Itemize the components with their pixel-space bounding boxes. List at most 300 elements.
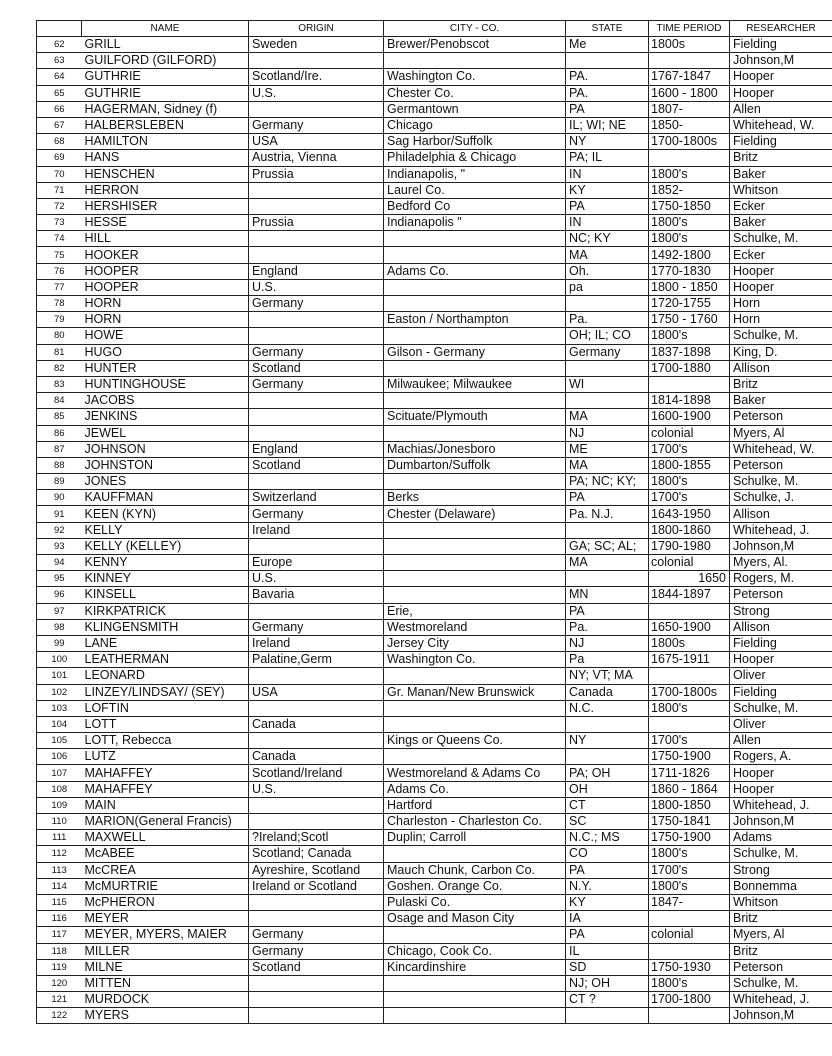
- surname-cell: KINNEY: [82, 571, 249, 587]
- time-period-cell: [649, 603, 730, 619]
- time-period-cell: 1492-1800: [649, 247, 730, 263]
- surname-cell: McABEE: [82, 846, 249, 862]
- row-number-cell: 122: [37, 1008, 82, 1024]
- row-number-cell: 115: [37, 894, 82, 910]
- city-county-cell: Philadelphia & Chicago: [384, 150, 566, 166]
- researcher-cell: Hooper: [730, 781, 832, 797]
- time-period-cell: [649, 911, 730, 927]
- table-row: [37, 360, 832, 376]
- table-row: [37, 830, 832, 846]
- origin-cell: Ireland: [249, 635, 384, 651]
- city-county-cell: [384, 555, 566, 571]
- city-county-cell: Sag Harbor/Suffolk: [384, 134, 566, 150]
- researcher-cell: Fielding: [730, 635, 832, 651]
- table-row: [37, 150, 832, 166]
- state-cell: NY: [566, 733, 649, 749]
- time-period-cell: 1643-1950: [649, 506, 730, 522]
- state-cell: PA: [566, 198, 649, 214]
- researcher-cell: Baker: [730, 393, 832, 409]
- state-cell: PA: [566, 490, 649, 506]
- row-number-cell: 112: [37, 846, 82, 862]
- origin-cell: [249, 733, 384, 749]
- row-number-cell: 90: [37, 490, 82, 506]
- time-period-cell: [649, 53, 730, 69]
- row-number-cell: 93: [37, 538, 82, 554]
- state-cell: NC; KY: [566, 231, 649, 247]
- table-row: [37, 134, 832, 150]
- row-number-cell: 108: [37, 781, 82, 797]
- researcher-cell: Bonnemma: [730, 878, 832, 894]
- row-number-cell: 111: [37, 830, 82, 846]
- researcher-cell: Allison: [730, 360, 832, 376]
- row-number-cell: 72: [37, 198, 82, 214]
- researcher-cell: Ecker: [730, 247, 832, 263]
- time-period-cell: 1750-1841: [649, 814, 730, 830]
- state-cell: PA.: [566, 85, 649, 101]
- time-period-cell: colonial: [649, 425, 730, 441]
- researcher-cell: Johnson,M: [730, 814, 832, 830]
- surname-cell: JEWEL: [82, 425, 249, 441]
- origin-cell: Germany: [249, 619, 384, 635]
- origin-cell: Germany: [249, 296, 384, 312]
- origin-cell: Ayreshire, Scotland: [249, 862, 384, 878]
- row-number-cell: 87: [37, 441, 82, 457]
- origin-cell: Scotland: [249, 959, 384, 975]
- table-row: [37, 959, 832, 975]
- city-county-cell: Charleston - Charleston Co.: [384, 814, 566, 830]
- time-period-cell: 1800's: [649, 166, 730, 182]
- city-county-cell: [384, 393, 566, 409]
- table-row: [37, 182, 832, 198]
- row-number-cell: 97: [37, 603, 82, 619]
- surname-cell: McPHERON: [82, 894, 249, 910]
- time-period-cell: 1790-1980: [649, 538, 730, 554]
- origin-cell: Scotland: [249, 457, 384, 473]
- origin-cell: U.S.: [249, 571, 384, 587]
- origin-cell: [249, 975, 384, 991]
- surname-cell: KLINGENSMITH: [82, 619, 249, 635]
- time-period-cell: 1700-1800s: [649, 134, 730, 150]
- researcher-cell: Allison: [730, 506, 832, 522]
- researcher-cell: Adams: [730, 830, 832, 846]
- time-period-cell: 1700-1880: [649, 360, 730, 376]
- origin-cell: [249, 894, 384, 910]
- city-county-cell: [384, 474, 566, 490]
- surname-cell: HOOKER: [82, 247, 249, 263]
- origin-cell: [249, 53, 384, 69]
- city-county-cell: Indianapolis ": [384, 215, 566, 231]
- state-cell: Me: [566, 37, 649, 53]
- city-county-cell: Mauch Chunk, Carbon Co.: [384, 862, 566, 878]
- row-number-cell: 98: [37, 619, 82, 635]
- researcher-cell: Oliver: [730, 668, 832, 684]
- origin-cell: Canada: [249, 749, 384, 765]
- surname-cell: GUILFORD (GILFORD): [82, 53, 249, 69]
- surname-cell: GUTHRIE: [82, 85, 249, 101]
- time-period-cell: 1750-1900: [649, 830, 730, 846]
- state-cell: IA: [566, 911, 649, 927]
- surname-cell: MURDOCK: [82, 992, 249, 1008]
- origin-cell: [249, 992, 384, 1008]
- researcher-cell: Horn: [730, 312, 832, 328]
- surname-cell: MAXWELL: [82, 830, 249, 846]
- researcher-cell: Strong: [730, 862, 832, 878]
- state-cell: N.C.: [566, 700, 649, 716]
- table-row: [37, 37, 832, 53]
- researcher-cell: Johnson,M: [730, 53, 832, 69]
- researcher-cell: Myers, Al.: [730, 555, 832, 571]
- time-period-cell: 1700-1800s: [649, 684, 730, 700]
- table-row: [37, 198, 832, 214]
- researcher-cell: Whitehead, J.: [730, 992, 832, 1008]
- surname-cell: GUTHRIE: [82, 69, 249, 85]
- origin-cell: [249, 425, 384, 441]
- surname-cell: LANE: [82, 635, 249, 651]
- table-row: [37, 1008, 832, 1024]
- surname-cell: HUNTINGHOUSE: [82, 376, 249, 392]
- origin-cell: Ireland: [249, 522, 384, 538]
- state-cell: Germany: [566, 344, 649, 360]
- state-cell: PA: [566, 101, 649, 117]
- row-number-cell: 76: [37, 263, 82, 279]
- table-row: [37, 814, 832, 830]
- time-period-cell: 1600 - 1800: [649, 85, 730, 101]
- city-county-cell: Gr. Manan/New Brunswick: [384, 684, 566, 700]
- city-county-cell: Chicago: [384, 117, 566, 133]
- city-county-cell: Dumbarton/Suffolk: [384, 457, 566, 473]
- surname-cell: HESSE: [82, 215, 249, 231]
- researcher-cell: Horn: [730, 296, 832, 312]
- origin-cell: Scotland; Canada: [249, 846, 384, 862]
- table-row: [37, 846, 832, 862]
- state-cell: SC: [566, 814, 649, 830]
- table-row: [37, 587, 832, 603]
- surname-cell: LEATHERMAN: [82, 652, 249, 668]
- origin-cell: [249, 814, 384, 830]
- row-number-cell: 110: [37, 814, 82, 830]
- table-row: [37, 166, 832, 182]
- city-county-cell: Erie,: [384, 603, 566, 619]
- researcher-cell: Johnson,M: [730, 538, 832, 554]
- origin-cell: [249, 797, 384, 813]
- state-cell: [566, 296, 649, 312]
- city-county-cell: [384, 296, 566, 312]
- time-period-cell: 1800's: [649, 700, 730, 716]
- surname-cell: MAHAFFEY: [82, 781, 249, 797]
- time-period-cell: 1800-1855: [649, 457, 730, 473]
- time-period-cell: 1814-1898: [649, 393, 730, 409]
- origin-cell: Prussia: [249, 215, 384, 231]
- surname-cell: MAHAFFEY: [82, 765, 249, 781]
- row-number-cell: 73: [37, 215, 82, 231]
- row-number-cell: 107: [37, 765, 82, 781]
- state-cell: NJ: [566, 635, 649, 651]
- city-county-cell: [384, 360, 566, 376]
- table-row: [37, 878, 832, 894]
- state-cell: GA; SC; AL;: [566, 538, 649, 554]
- origin-cell: [249, 1008, 384, 1024]
- city-county-cell: Hartford: [384, 797, 566, 813]
- row-number-cell: 102: [37, 684, 82, 700]
- table-row: [37, 943, 832, 959]
- row-number-cell: 94: [37, 555, 82, 571]
- surname-cell: MITTEN: [82, 975, 249, 991]
- origin-cell: USA: [249, 684, 384, 700]
- header-state: STATE: [566, 21, 649, 37]
- researcher-cell: Allison: [730, 619, 832, 635]
- row-number-cell: 109: [37, 797, 82, 813]
- table-row: [37, 85, 832, 101]
- researcher-cell: Schulke, M.: [730, 328, 832, 344]
- city-county-cell: [384, 1008, 566, 1024]
- origin-cell: Scotland/Ire.: [249, 69, 384, 85]
- origin-cell: Germany: [249, 506, 384, 522]
- origin-cell: England: [249, 441, 384, 457]
- origin-cell: Prussia: [249, 166, 384, 182]
- surname-cell: LOTT: [82, 716, 249, 732]
- city-county-cell: Indianapolis, ": [384, 166, 566, 182]
- table-row: [37, 652, 832, 668]
- state-cell: [566, 393, 649, 409]
- table-row: [37, 571, 832, 587]
- row-number-cell: 70: [37, 166, 82, 182]
- city-county-cell: Bedford Co: [384, 198, 566, 214]
- time-period-cell: 1720-1755: [649, 296, 730, 312]
- table-row: [37, 635, 832, 651]
- origin-cell: [249, 409, 384, 425]
- city-county-cell: [384, 538, 566, 554]
- researcher-cell: Baker: [730, 215, 832, 231]
- origin-cell: U.S.: [249, 279, 384, 295]
- row-number-cell: 100: [37, 652, 82, 668]
- time-period-cell: 1650-1900: [649, 619, 730, 635]
- origin-cell: U.S.: [249, 781, 384, 797]
- origin-cell: [249, 538, 384, 554]
- row-number-cell: 91: [37, 506, 82, 522]
- state-cell: [566, 360, 649, 376]
- table-row: [37, 668, 832, 684]
- state-cell: OH: [566, 781, 649, 797]
- researcher-cell: Britz: [730, 911, 832, 927]
- table-row: [37, 101, 832, 117]
- surname-cell: KINSELL: [82, 587, 249, 603]
- row-number-cell: 101: [37, 668, 82, 684]
- origin-cell: Scotland/Ireland: [249, 765, 384, 781]
- city-county-cell: Scituate/Plymouth: [384, 409, 566, 425]
- state-cell: CT: [566, 797, 649, 813]
- time-period-cell: 1800's: [649, 215, 730, 231]
- time-period-cell: 1847-: [649, 894, 730, 910]
- row-number-cell: 117: [37, 927, 82, 943]
- origin-cell: [249, 328, 384, 344]
- table-row: [37, 506, 832, 522]
- time-period-cell: 1800s: [649, 37, 730, 53]
- row-number-cell: 99: [37, 635, 82, 651]
- table-row: [37, 684, 832, 700]
- state-cell: IN: [566, 166, 649, 182]
- row-number-cell: 66: [37, 101, 82, 117]
- researcher-cell: Schulke, M.: [730, 474, 832, 490]
- surname-cell: JENKINS: [82, 409, 249, 425]
- table-row: [37, 927, 832, 943]
- city-county-cell: [384, 668, 566, 684]
- surname-cell: HOOPER: [82, 263, 249, 279]
- table-row: [37, 69, 832, 85]
- row-number-cell: 80: [37, 328, 82, 344]
- header-name: NAME: [82, 21, 249, 37]
- row-number-cell: 116: [37, 911, 82, 927]
- time-period-cell: 1800's: [649, 878, 730, 894]
- city-county-cell: Westmoreland: [384, 619, 566, 635]
- researcher-cell: Fielding: [730, 684, 832, 700]
- time-period-cell: 1700's: [649, 490, 730, 506]
- table-row: [37, 441, 832, 457]
- time-period-cell: [649, 943, 730, 959]
- table-row: [37, 231, 832, 247]
- row-number-cell: 121: [37, 992, 82, 1008]
- table-row: [37, 344, 832, 360]
- table-row: [37, 279, 832, 295]
- surname-cell: LINZEY/LINDSAY/ (SEY): [82, 684, 249, 700]
- surname-cell: HORN: [82, 296, 249, 312]
- state-cell: PA: [566, 862, 649, 878]
- row-number-cell: 88: [37, 457, 82, 473]
- time-period-cell: 1800-1850: [649, 797, 730, 813]
- researcher-cell: Whitehead, W.: [730, 441, 832, 457]
- surname-cell: JOHNSTON: [82, 457, 249, 473]
- researcher-cell: Fielding: [730, 134, 832, 150]
- table-row: [37, 603, 832, 619]
- researcher-cell: Rogers, M.: [730, 571, 832, 587]
- state-cell: IL; WI; NE: [566, 117, 649, 133]
- time-period-cell: colonial: [649, 555, 730, 571]
- surname-cell: KAUFFMAN: [82, 490, 249, 506]
- origin-cell: [249, 393, 384, 409]
- researcher-cell: Strong: [730, 603, 832, 619]
- table-row: [37, 522, 832, 538]
- time-period-cell: 1844-1897: [649, 587, 730, 603]
- row-number-cell: 78: [37, 296, 82, 312]
- researcher-cell: Allen: [730, 733, 832, 749]
- origin-cell: [249, 700, 384, 716]
- origin-cell: Scotland: [249, 360, 384, 376]
- origin-cell: [249, 198, 384, 214]
- time-period-cell: 1860 - 1864: [649, 781, 730, 797]
- time-period-cell: 1675-1911: [649, 652, 730, 668]
- table-row: [37, 457, 832, 473]
- row-number-cell: 89: [37, 474, 82, 490]
- table-row: [37, 117, 832, 133]
- header-city: CITY - CO.: [384, 21, 566, 37]
- surname-cell: HORN: [82, 312, 249, 328]
- researcher-cell: Baker: [730, 166, 832, 182]
- state-cell: NY: [566, 134, 649, 150]
- city-county-cell: Kings or Queens Co.: [384, 733, 566, 749]
- origin-cell: ?Ireland;Scotl: [249, 830, 384, 846]
- table-row: [37, 619, 832, 635]
- state-cell: [566, 571, 649, 587]
- city-county-cell: Adams Co.: [384, 263, 566, 279]
- city-county-cell: [384, 716, 566, 732]
- surname-cell: KEEN (KYN): [82, 506, 249, 522]
- researcher-cell: Whitehead, J.: [730, 522, 832, 538]
- surname-cell: HALBERSLEBEN: [82, 117, 249, 133]
- row-number-cell: 95: [37, 571, 82, 587]
- state-cell: PA.: [566, 69, 649, 85]
- state-cell: N.C.; MS: [566, 830, 649, 846]
- time-period-cell: [649, 1008, 730, 1024]
- time-period-cell: 1800s: [649, 635, 730, 651]
- city-county-cell: [384, 587, 566, 603]
- state-cell: PA: [566, 927, 649, 943]
- surname-cell: JOHNSON: [82, 441, 249, 457]
- city-county-cell: Duplin; Carroll: [384, 830, 566, 846]
- state-cell: OH; IL; CO: [566, 328, 649, 344]
- time-period-cell: 1700-1800: [649, 992, 730, 1008]
- researcher-cell: Britz: [730, 943, 832, 959]
- surname-cell: HUGO: [82, 344, 249, 360]
- table-row: [37, 538, 832, 554]
- city-county-cell: Westmoreland & Adams Co: [384, 765, 566, 781]
- state-cell: Pa.: [566, 312, 649, 328]
- time-period-cell: 1750-1930: [649, 959, 730, 975]
- header-num: [37, 21, 82, 37]
- researcher-cell: Johnson,M: [730, 1008, 832, 1024]
- researcher-cell: Ecker: [730, 198, 832, 214]
- row-number-cell: 85: [37, 409, 82, 425]
- row-number-cell: 86: [37, 425, 82, 441]
- time-period-cell: 1852-: [649, 182, 730, 198]
- state-cell: [566, 53, 649, 69]
- surname-cell: HUNTER: [82, 360, 249, 376]
- city-county-cell: Berks: [384, 490, 566, 506]
- header-time-period: TIME PERIOD: [649, 21, 730, 37]
- state-cell: Pa.: [566, 619, 649, 635]
- table-row: [37, 215, 832, 231]
- row-number-cell: 96: [37, 587, 82, 603]
- row-number-cell: 71: [37, 182, 82, 198]
- researcher-cell: Schulke, M.: [730, 700, 832, 716]
- researcher-cell: Hooper: [730, 652, 832, 668]
- row-number-cell: 62: [37, 37, 82, 53]
- researcher-cell: Whitson: [730, 894, 832, 910]
- state-cell: MA: [566, 555, 649, 571]
- origin-cell: U.S.: [249, 85, 384, 101]
- origin-cell: Europe: [249, 555, 384, 571]
- surname-cell: MILLER: [82, 943, 249, 959]
- row-number-cell: 104: [37, 716, 82, 732]
- surname-cell: MYERS: [82, 1008, 249, 1024]
- city-county-cell: Washington Co.: [384, 69, 566, 85]
- city-county-cell: Germantown: [384, 101, 566, 117]
- surname-cell: KELLY (KELLEY): [82, 538, 249, 554]
- surname-cell: HERRON: [82, 182, 249, 198]
- researcher-cell: Hooper: [730, 263, 832, 279]
- city-county-cell: [384, 522, 566, 538]
- origin-cell: USA: [249, 134, 384, 150]
- surname-cell: MEYER: [82, 911, 249, 927]
- table-row: [37, 555, 832, 571]
- row-number-cell: 81: [37, 344, 82, 360]
- surname-cell: LUTZ: [82, 749, 249, 765]
- researcher-cell: Peterson: [730, 587, 832, 603]
- table-row: [37, 490, 832, 506]
- state-cell: NY; VT; MA: [566, 668, 649, 684]
- row-number-cell: 67: [37, 117, 82, 133]
- city-county-cell: [384, 247, 566, 263]
- researcher-cell: King, D.: [730, 344, 832, 360]
- researcher-cell: Hooper: [730, 69, 832, 85]
